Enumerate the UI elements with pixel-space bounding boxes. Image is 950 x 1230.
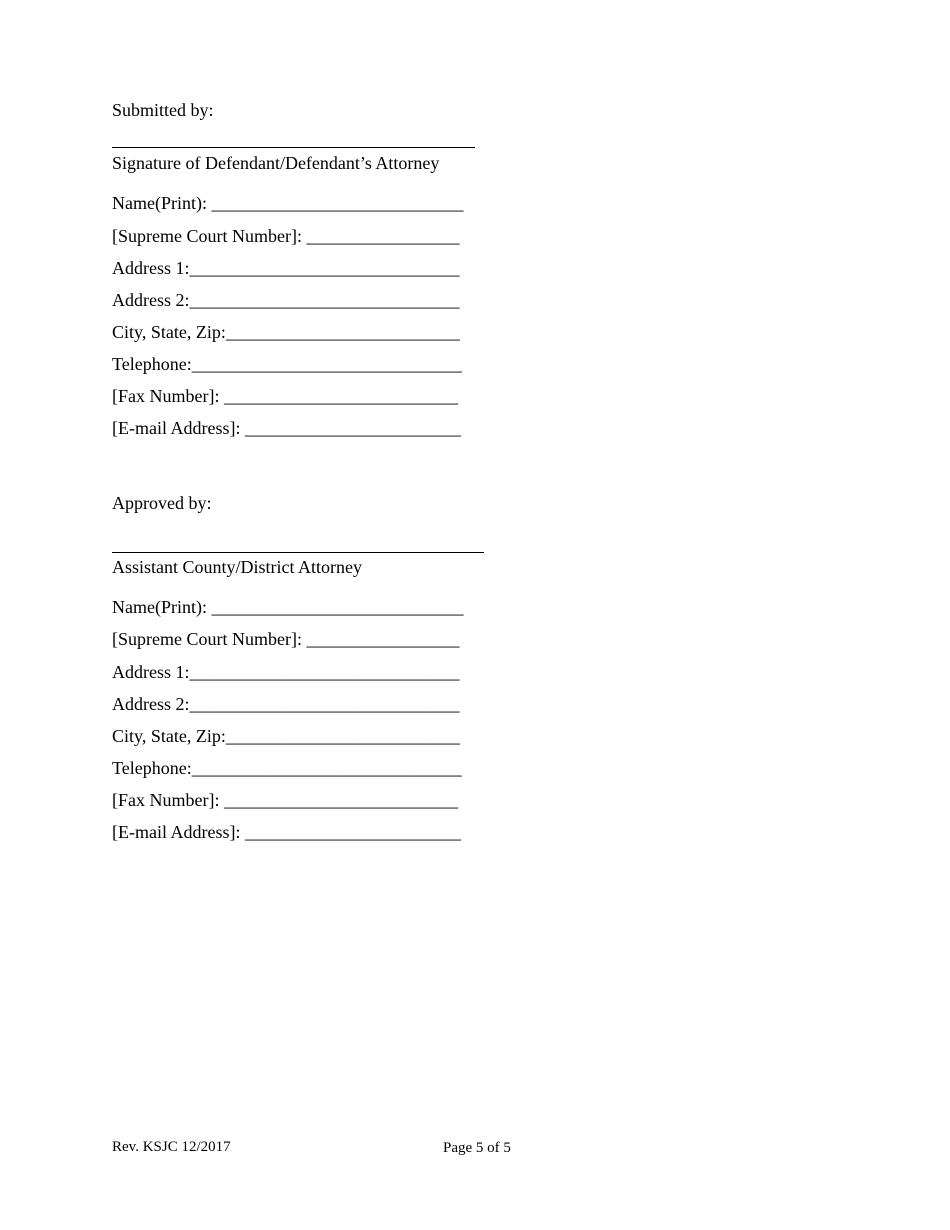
approved-city-state-zip-field: City, State, Zip:__________________________ [112,726,460,746]
approved-by-heading: Approved by: [112,493,212,513]
submitted-by-heading: Submitted by: [112,100,214,120]
approved-telephone-field: Telephone:______________________________ [112,758,462,778]
submitted-email-field: [E-mail Address]: ________________________ [112,418,461,438]
attorney-signature-line [112,552,484,553]
approved-address1-field: Address 1:______________________________ [112,662,460,682]
submitted-fax-field: [Fax Number]: __________________________ [112,386,458,406]
approved-email-field: [E-mail Address]: ________________________ [112,822,461,842]
attorney-signature-label: Assistant County/District Attorney [112,557,362,577]
revision-footer: Rev. KSJC 12/2017 [112,1139,231,1155]
submitted-court-number-field: [Supreme Court Number]: _________________ [112,226,460,246]
page-number-footer: Page 5 of 5 [443,1140,511,1156]
submitted-name-field: Name(Print): ____________________________ [112,193,464,213]
defendant-signature-line [112,147,475,148]
approved-name-field: Name(Print): ____________________________ [112,597,464,617]
submitted-address2-field: Address 2:______________________________ [112,290,460,310]
approved-address2-field: Address 2:______________________________ [112,694,460,714]
approved-fax-field: [Fax Number]: __________________________ [112,790,458,810]
submitted-city-state-zip-field: City, State, Zip:__________________________ [112,322,460,342]
defendant-signature-label: Signature of Defendant/Defendant’s Attorney [112,153,440,173]
submitted-address1-field: Address 1:______________________________ [112,258,460,278]
approved-court-number-field: [Supreme Court Number]: _________________ [112,629,460,649]
submitted-telephone-field: Telephone:______________________________ [112,354,462,374]
